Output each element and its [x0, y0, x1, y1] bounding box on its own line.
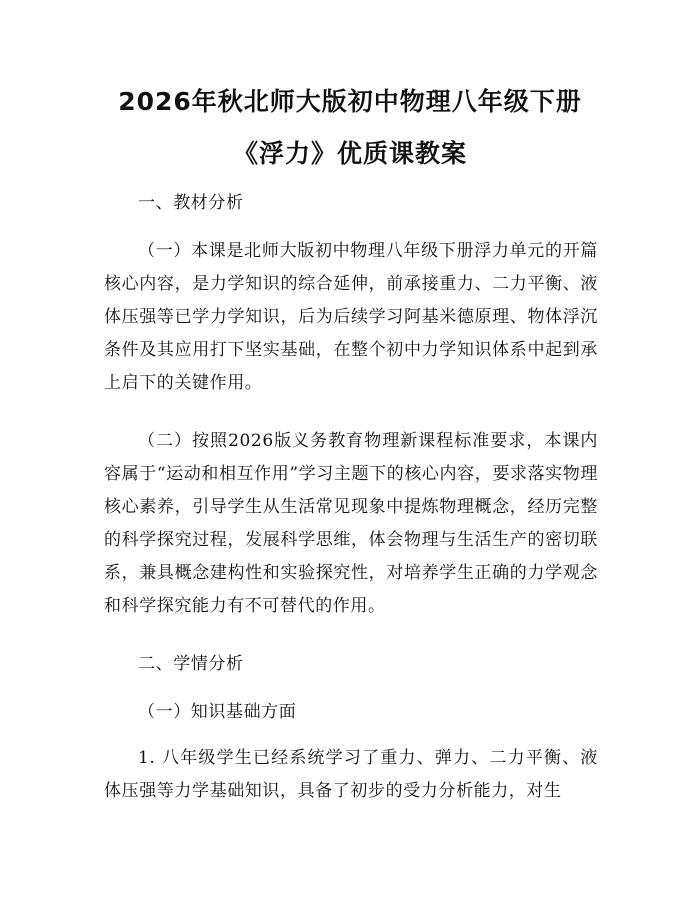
subheading-knowledge-basis: （一）知识基础方面 — [138, 702, 297, 722]
document-title: 2026年秋北师大版初中物理八年级下册《浮力》优质课教案 — [118, 87, 582, 168]
section-heading-textbook-analysis: 一、教材分析 — [138, 193, 244, 213]
section-heading-student-analysis: 二、学情分析 — [138, 654, 244, 674]
paragraph-textbook-analysis-2: （二）按照2026版义务教育物理新课程标准要求，本课内容属于“运动和相互作用”学习主题下的核心内容，要求落实物理核心素养，引导学生从生活常见现象中提炼物理概念，经历完整的科学探究过程，发展科学思维，体会物理与生活生产的密切联系，兼具概念建构性和实验探究性，对培养学生正确的力学观念和科学探究能力有不可替代的作用。 — [104, 431, 598, 616]
paragraph-knowledge-basis-1: 1. 八年级学生已经系统学习了重力、弹力、二力平衡、液体压强等力学基础知识，具备了初步的受力分析能力，对生 — [104, 748, 598, 801]
paragraph-textbook-analysis-1: （一）本课是北师大版初中物理八年级下册浮力单元的开篇核心内容，是力学知识的综合延伸，前承接重力、二力平衡、液体压强等已学力学知识，后为后续学习阿基米德原理、物体浮沉条件及其应用打下坚实基础，在整个初中力学知识体系中起到承上启下的关键作用。 — [104, 241, 598, 393]
